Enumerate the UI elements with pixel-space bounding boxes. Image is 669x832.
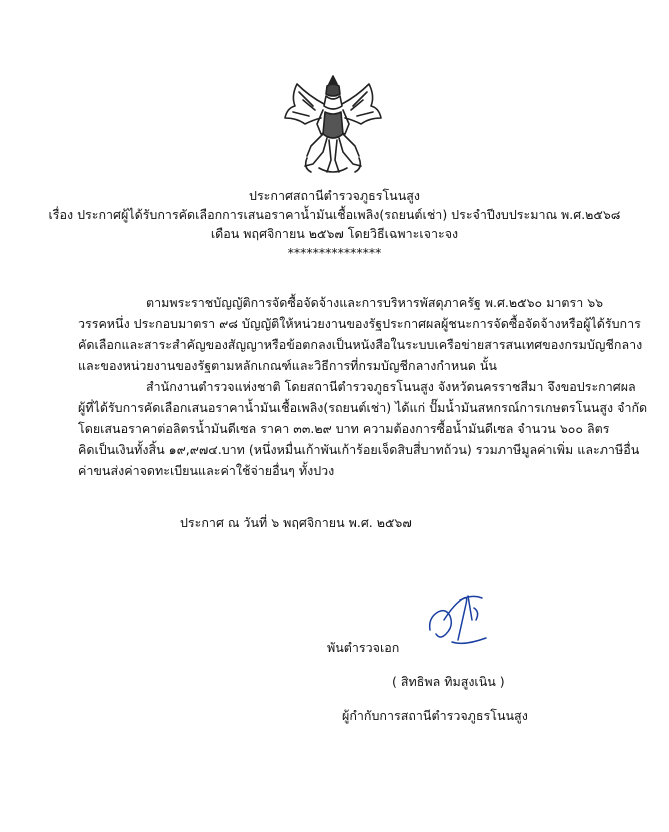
signer-name: ( สิทธิพล ทิมสูงเนิน ) — [392, 674, 505, 689]
para2-line: โดยเสนอราคาต่อลิตรน้ำมันดีเซล ราคา ๓๓.๒๙ บาท ความต้องการซื้อน้ำมันดีเซล จำนวน ๖๐๐ ลิตร — [78, 421, 610, 436]
para1-line: และของหน่วยงานของรัฐตามหลักเกณฑ์และวิธีการที่กรมบัญชีกลางกำหนด นั้น — [78, 358, 497, 373]
announcement-org: ประกาศสถานีตำรวจภูธรโนนสูง — [249, 188, 420, 203]
para2-line: สำนักงานตำรวจแห่งชาติ โดยสถานีตำรวจภูธรโนนสูง จังหวัดนครราชสีมา จึงขอประกาศผล — [146, 379, 636, 394]
announcement-subject: เรื่อง ประกาศผู้ได้รับการคัดเลือกการเสนอราคาน้ำมันเชื้อเพลิง(รถยนต์เช่า) ประจำปีงบประมาณ พ.ศ.๒๕๖๘ — [48, 207, 621, 222]
para2-line: ค่าขนส่งค่าจดทะเบียนและค่าใช้จ่ายอื่นๆ ทั้งปวง — [78, 463, 335, 478]
handwritten-signature — [424, 590, 494, 648]
signer-rank: พันตำรวจเอก — [327, 640, 400, 655]
para1-line: คัดเลือกและสาระสำคัญของสัญญาหรือข้อตกลงเป็นหนังสือในระบบเครือข่ายสารสนเทศของกรมบัญชีกลาง — [78, 337, 643, 352]
announcement-date: ประกาศ ณ วันที่ ๖ พฤศจิกายน พ.ศ. ๒๕๖๗ — [180, 515, 412, 530]
signer-position: ผู้กำกับการสถานีตำรวจภูธรโนนสูง — [342, 708, 528, 723]
para2-line: คิดเป็นเงินทั้งสิ้น ๑๙,๙๗๔.บาท (หนึ่งหมื่นเก้าพันเก้าร้อยเจ็ดสิบสี่บาทถ้วน) รวมภาษีมูลค่าเพิ่ม และภาษีอื่น — [78, 442, 640, 457]
document-body — [78, 292, 648, 481]
garuda-emblem-icon — [283, 72, 383, 180]
header-divider: *************** — [287, 245, 382, 260]
para2-line: ผู้ที่ได้รับการคัดเลือกเสนอราคาน้ำมันเชื้อเพลิง(รถยนต์เช่า) ได้แก่ ปั๊มน้ำมันสหกรณ์การเกษตรโนนสูง จำกัด — [78, 400, 648, 415]
para1-line: วรรคหนึ่ง ประกอบมาตรา ๙๘ บัญญัติให้หน่วยงานของรัฐประกาศผลผู้ชนะการจัดซื้อจัดจ้างหรือผู้ได้รับการ — [78, 316, 641, 331]
document-header — [0, 186, 669, 262]
announcement-month: เดือน พฤศจิกายน ๒๕๖๗ โดยวิธีเฉพาะเจาะจง — [210, 226, 459, 241]
para1-line: ตามพระราชบัญญัติการจัดซื้อจัดจ้างและการบริหารพัสดุภาครัฐ พ.ศ.๒๕๖๐ มาตรา ๖๖ — [146, 295, 604, 310]
